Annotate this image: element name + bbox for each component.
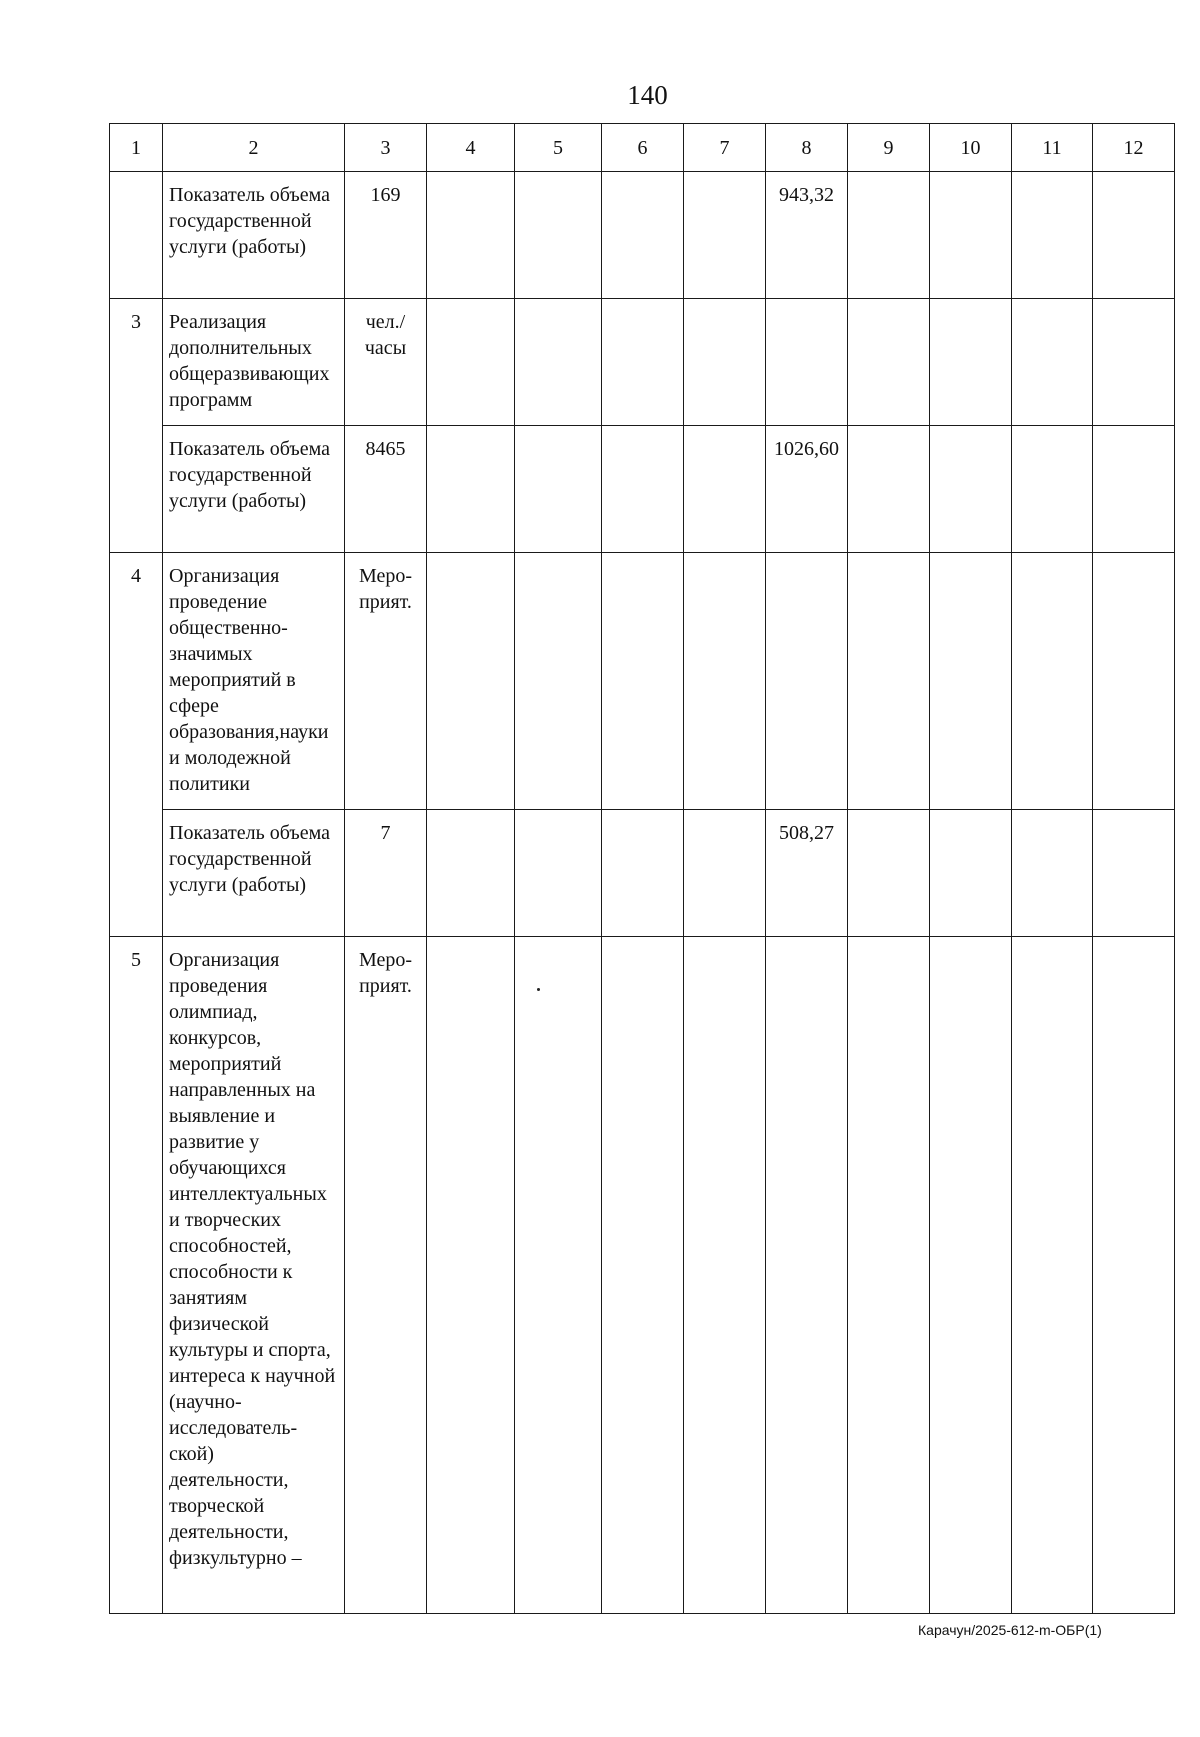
column-header: 6 (602, 124, 684, 172)
empty-cell (427, 810, 515, 937)
table-row (110, 810, 1175, 937)
empty-cell (515, 553, 602, 810)
empty-cell (602, 553, 684, 810)
row-unit: чел./ часы (345, 299, 427, 426)
row-col8-value: 1026,60 (766, 426, 848, 553)
empty-cell (427, 553, 515, 810)
row-col8-value (766, 299, 848, 426)
data-table (109, 123, 1175, 1614)
empty-cell (1012, 172, 1093, 299)
empty-cell (515, 937, 602, 1614)
table-row (110, 426, 1175, 553)
row-col8-value: 943,32 (766, 172, 848, 299)
row-name: Организация проведение общественно-значимых мероприятий в сфере образования,науки и молодежной политики (163, 553, 345, 810)
empty-cell (602, 937, 684, 1614)
row-unit: Меро-прият. (345, 937, 427, 1614)
empty-cell (848, 810, 930, 937)
empty-cell (930, 172, 1012, 299)
row-number: 3 (110, 299, 163, 553)
column-header: 5 (515, 124, 602, 172)
column-header: 12 (1093, 124, 1175, 172)
empty-cell (515, 299, 602, 426)
row-name: Показатель объема государственной услуги (работы) (163, 172, 345, 299)
empty-cell (684, 426, 766, 553)
empty-cell (684, 810, 766, 937)
row-number (110, 172, 163, 299)
empty-cell (848, 553, 930, 810)
row-unit: 8465 (345, 426, 427, 553)
column-header: 3 (345, 124, 427, 172)
empty-cell (1093, 937, 1175, 1614)
header-row (110, 124, 1175, 172)
empty-cell (1093, 172, 1175, 299)
empty-cell (427, 937, 515, 1614)
row-unit: 7 (345, 810, 427, 937)
table-row (110, 553, 1175, 810)
empty-cell (848, 172, 930, 299)
column-header: 1 (110, 124, 163, 172)
empty-cell (930, 426, 1012, 553)
column-header: 9 (848, 124, 930, 172)
empty-cell (602, 426, 684, 553)
column-header: 7 (684, 124, 766, 172)
empty-cell (1012, 553, 1093, 810)
row-number: 5 (110, 937, 163, 1614)
empty-cell (427, 299, 515, 426)
row-unit: 169 (345, 172, 427, 299)
column-header: 4 (427, 124, 515, 172)
empty-cell (848, 937, 930, 1614)
row-name: Показатель объема государственной услуги (работы) (163, 810, 345, 937)
empty-cell (684, 299, 766, 426)
empty-cell (1093, 426, 1175, 553)
table-row (110, 299, 1175, 426)
row-number: 4 (110, 553, 163, 937)
table-row (110, 172, 1175, 299)
empty-cell (427, 172, 515, 299)
scan-speck (537, 988, 540, 991)
empty-cell (1012, 299, 1093, 426)
empty-cell (930, 299, 1012, 426)
table-row (110, 937, 1175, 1614)
row-name: Реализация дополнительных общеразвивающих программ (163, 299, 345, 426)
empty-cell (515, 172, 602, 299)
empty-cell (930, 937, 1012, 1614)
column-header: 2 (163, 124, 345, 172)
empty-cell (427, 426, 515, 553)
empty-cell (515, 810, 602, 937)
empty-cell (602, 172, 684, 299)
empty-cell (1012, 937, 1093, 1614)
empty-cell (1012, 810, 1093, 937)
row-name: Показатель объема государственной услуги (работы) (163, 426, 345, 553)
empty-cell (602, 299, 684, 426)
page-number: 140 (627, 80, 668, 110)
empty-cell (515, 426, 602, 553)
row-col8-value (766, 553, 848, 810)
empty-cell (684, 172, 766, 299)
empty-cell (684, 553, 766, 810)
row-name: Организация проведения олимпиад, конкурсов, мероприятий направленных на выявление и развитие у обучающихся интеллектуальных и творческих способностей, способности к занятиям физической культуры и спорта, интереса к научной (научно-исследователь-ской) деятельности, творческой деятельности, физкультурно – (163, 937, 345, 1614)
empty-cell (930, 553, 1012, 810)
empty-cell (684, 937, 766, 1614)
empty-cell (1093, 810, 1175, 937)
empty-cell (1093, 299, 1175, 426)
empty-cell (848, 426, 930, 553)
column-header: 8 (766, 124, 848, 172)
empty-cell (602, 810, 684, 937)
footer-code: Карачун/2025-612-m-ОБР(1) (918, 1622, 1102, 1638)
row-col8-value: 508,27 (766, 810, 848, 937)
empty-cell (930, 810, 1012, 937)
column-header: 11 (1012, 124, 1093, 172)
empty-cell (848, 299, 930, 426)
empty-cell (1093, 553, 1175, 810)
column-header: 10 (930, 124, 1012, 172)
row-col8-value (766, 937, 848, 1614)
row-unit: Меро-прият. (345, 553, 427, 810)
empty-cell (1012, 426, 1093, 553)
